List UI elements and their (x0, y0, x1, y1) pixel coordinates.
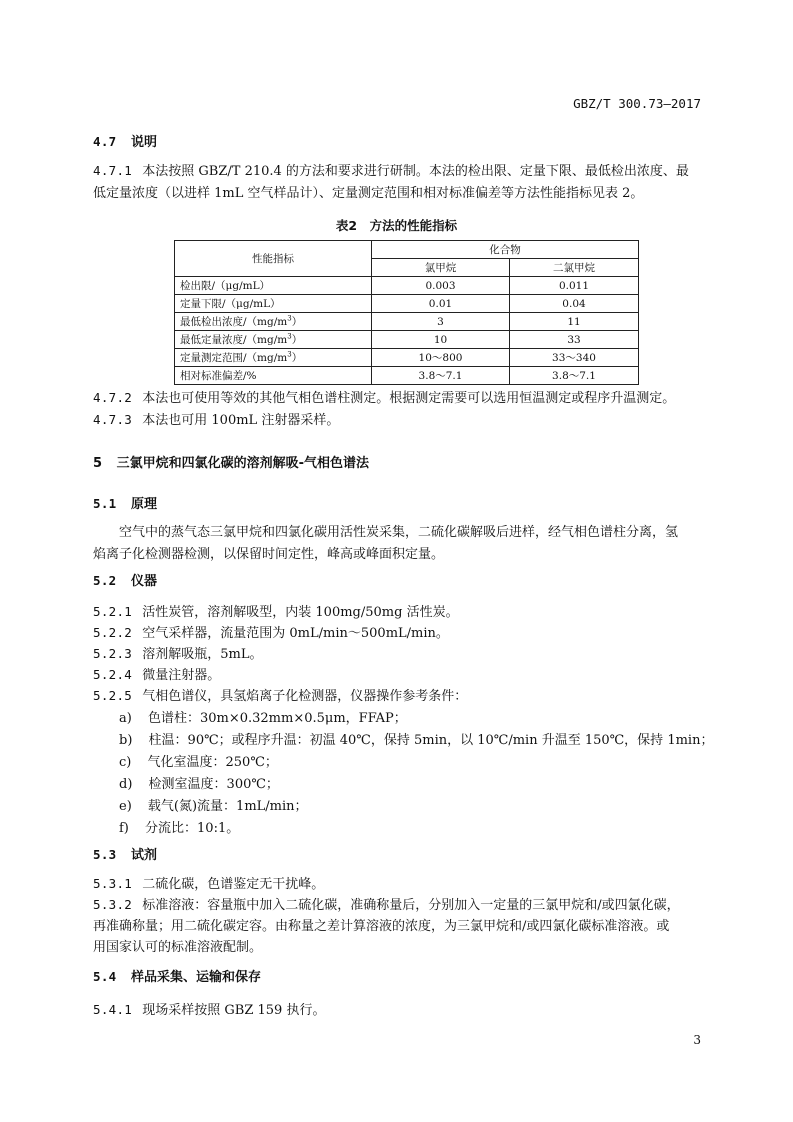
table-row (175, 277, 639, 295)
list-marker: f) (119, 821, 129, 836)
section-5-3-heading (93, 844, 157, 863)
clause-number: 4.7.3 (93, 412, 133, 427)
clause-number: 4.7.2 (93, 390, 133, 405)
standard-number: GBZ/T 300.73—2017 (573, 96, 701, 111)
list-marker: e) (119, 799, 132, 814)
clause-4-7-3 (93, 409, 339, 428)
clause-text: 现场采样按照 GBZ 159 执行。 (142, 1003, 326, 1018)
table-row (175, 331, 639, 349)
page-number: 3 (693, 1033, 701, 1047)
section-title: 说明 (131, 135, 158, 150)
clause-text: 微量注射器。 (142, 668, 221, 683)
performance-table (174, 240, 639, 385)
section-number: 4.7 (93, 134, 117, 149)
row-value-2: 0.011 (510, 277, 639, 295)
row-value-2: 33～340 (510, 349, 639, 367)
list-item (119, 729, 713, 748)
clause-text: 本法也可使用等效的其他气相色谱柱测定。根据测定需要可以选用恒温测定或程序升温测定。 (142, 391, 676, 406)
clause-number: 5.3.2 (93, 897, 133, 912)
row-value-1: 10 (372, 331, 510, 349)
clause-text: 二硫化碳，色谱鉴定无干扰峰。 (142, 877, 325, 892)
list-text: 气化室温度：250℃； (147, 755, 278, 770)
clause-5-4-1 (93, 999, 325, 1018)
row-value-2: 33 (510, 331, 639, 349)
list-marker: c) (119, 755, 132, 770)
clause-5-3-2-line2: 再准确称量；用二硫化碳定容。由称量之差计算溶液的浓度，为三氯甲烷和/或四氯化碳标准溶液。或 (93, 919, 670, 934)
row-value-1: 0.003 (372, 277, 510, 295)
clause-number: 5.2.2 (93, 625, 133, 640)
section-title: 试剂 (131, 848, 158, 863)
clause-5-3-1 (93, 873, 324, 892)
table-caption: 表2 方法的性能指标 (335, 218, 458, 233)
list-marker: d) (119, 777, 133, 792)
header-compound-2: 二氯甲烷 (510, 259, 639, 277)
row-value-1: 3 (372, 313, 510, 331)
clause-5-2-1 (93, 601, 459, 620)
list-marker: a) (119, 711, 132, 726)
section-title: 三氯甲烷和四氯化碳的溶剂解吸-气相色谱法 (116, 456, 369, 471)
principle-line1: 空气中的蒸气态三氯甲烷和四氯化碳用活性炭采集，二硫化碳解吸后进样，经气相色谱柱分离，氢 (119, 525, 679, 540)
clause-text: 气相色谱仪，具氢焰离子化检测器，仪器操作参考条件： (142, 689, 468, 704)
clause-5-2-5 (93, 685, 467, 704)
clause-number: 5.3.1 (93, 876, 133, 891)
section-number: 5.1 (93, 496, 117, 511)
list-text: 色谱柱：30m×0.32mm×0.5μm，FFAP； (147, 711, 407, 726)
table-row (175, 349, 639, 367)
list-marker: b) (119, 733, 133, 748)
clause-text: 活性炭管，溶剂解吸型，内装 100mg/50mg 活性炭。 (142, 605, 459, 620)
clause-text: 本法也可用 100mL 注射器采样。 (142, 413, 340, 428)
clause-5-3-2-line1 (93, 894, 680, 913)
section-5-4-heading (93, 966, 261, 985)
row-value-1: 3.8～7.1 (372, 367, 510, 385)
row-value-1: 10～800 (372, 349, 510, 367)
clause-number: 5.2.3 (93, 646, 133, 661)
list-item (119, 795, 308, 814)
row-value-2: 3.8～7.1 (510, 367, 639, 385)
row-label: 检出限/（μg/mL） (175, 277, 372, 295)
clause-5-2-2 (93, 622, 449, 641)
clause-number: 4.7.1 (93, 163, 133, 178)
row-value-1: 0.01 (372, 295, 510, 313)
list-item (119, 707, 407, 726)
section-title: 样品采集、运输和保存 (131, 970, 262, 985)
section-5-heading (93, 452, 369, 471)
row-value-2: 0.04 (510, 295, 639, 313)
header-compound: 化合物 (372, 241, 639, 259)
section-number: 5.2 (93, 573, 117, 588)
table-row (175, 295, 639, 313)
clause-5-3-2-line3: 用国家认可的标准溶液配制。 (93, 940, 263, 955)
list-item (119, 751, 278, 770)
header-compound-1: 氯甲烷 (372, 259, 510, 277)
list-item (119, 773, 279, 792)
list-text: 分流比：10:1。 (145, 821, 240, 836)
list-text: 检测室温度：300℃； (148, 777, 279, 792)
header-metric: 性能指标 (175, 241, 372, 277)
row-value-2: 11 (510, 313, 639, 331)
section-4-7-heading (93, 131, 157, 150)
list-item (119, 817, 239, 836)
clause-4-7-1-line2: 低定量浓度（以进样 1mL 空气样品计）、定量测定范围和相对标准偏差等方法性能指标见表 2。 (93, 186, 644, 201)
section-5-1-heading (93, 493, 157, 512)
section-title: 仪器 (131, 574, 158, 589)
list-text: 载气(氮)流量：1mL/min； (147, 799, 308, 814)
list-text: 柱温：90℃；或程序升温：初温 40℃，保持 5min，以 10℃/min 升温至 150℃，保持 1min； (148, 733, 714, 748)
row-label: 定量测定范围$/(mg/m^3)$ (175, 349, 372, 367)
clause-4-7-2 (93, 387, 675, 406)
table-row (175, 367, 639, 385)
row-label: 最低定量浓度$/(mg/m^3)$ (175, 331, 372, 349)
section-number: 5 (93, 456, 103, 471)
section-title: 原理 (131, 497, 158, 512)
principle-line2: 焰离子化检测器检测，以保留时间定性，峰高或峰面积定量。 (93, 547, 445, 562)
clause-text: 本法按照 GBZ/T 210.4 的方法和要求进行研制。本法的检出限、定量下限、最低检出浓度、最 (142, 164, 689, 179)
clause-number: 5.2.5 (93, 688, 133, 703)
section-number: 5.4 (93, 969, 117, 984)
clause-text: 溶剂解吸瓶，5mL。 (142, 647, 263, 662)
table-header-row (175, 241, 639, 259)
clause-text: 标准溶液：容量瓶中加入二硫化碳，准确称量后，分别加入一定量的三氯甲烷和/或四氯化碳， (142, 898, 680, 913)
clause-text: 空气采样器，流量范围为 0mL/min～500mL/min。 (142, 626, 449, 641)
row-label: 定量下限/（μg/mL） (175, 295, 372, 313)
clause-number: 5.4.1 (93, 1002, 133, 1017)
clause-4-7-1-line1 (93, 160, 689, 179)
clause-number: 5.2.4 (93, 667, 133, 682)
row-label: 相对标准偏差/% (175, 367, 372, 385)
clause-5-2-3 (93, 643, 263, 662)
row-label: 最低检出浓度$/(mg/m^3)$ (175, 313, 372, 331)
section-number: 5.3 (93, 847, 117, 862)
table-row (175, 313, 639, 331)
section-5-2-heading (93, 570, 157, 589)
clause-number: 5.2.1 (93, 604, 133, 619)
clause-5-2-4 (93, 664, 220, 683)
